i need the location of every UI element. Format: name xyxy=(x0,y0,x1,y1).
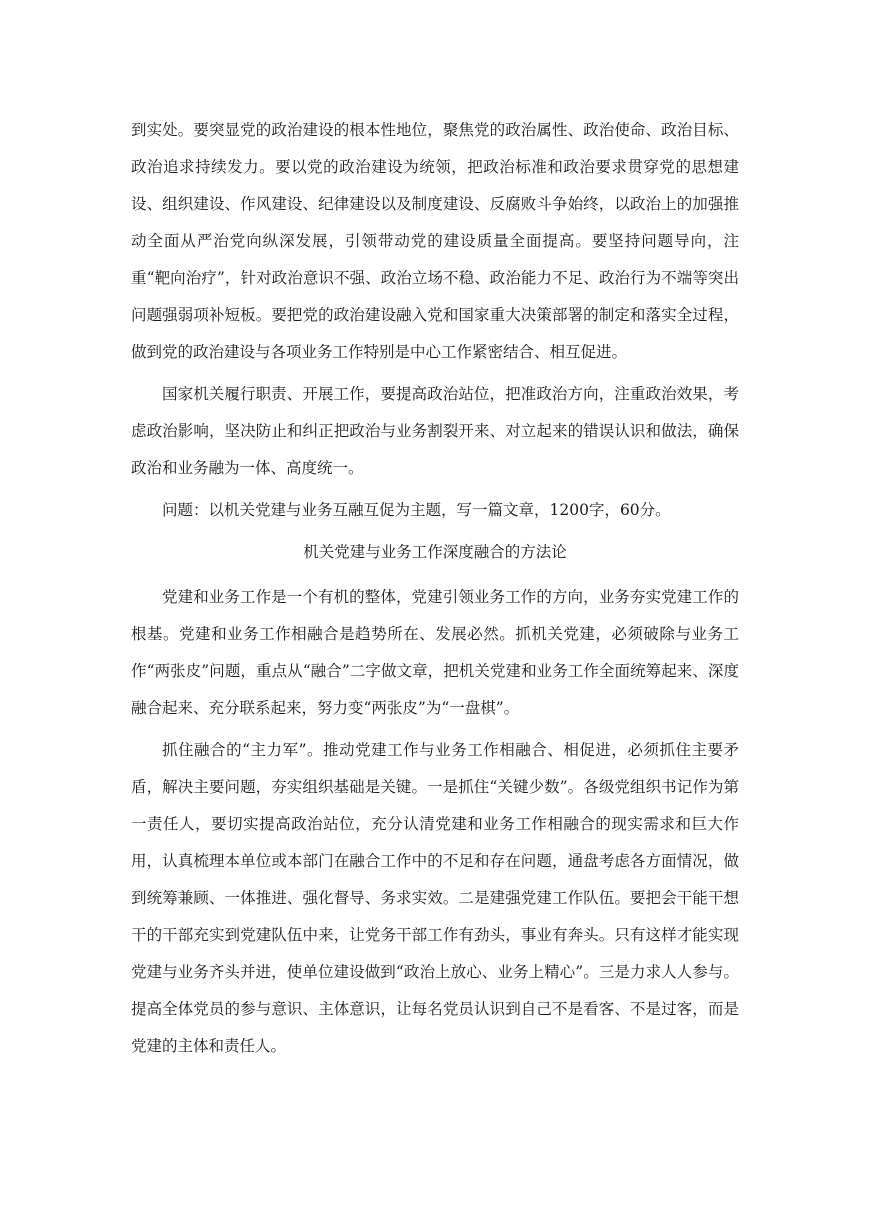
paragraph: 国家机关履行职责、开展工作，要提高政治站位，把准政治方向，注重政治效果，考虑政治影响，坚决防止和纠正把政治与业务割裂开来、对立起来的错误认识和做法，确保政治和业务融为一体、高度统一。 xyxy=(131,385,739,477)
paragraph: 党建和业务工作是一个有机的整体，党建引领业务工作的方向，业务夯实党建工作的根基。党建和业务工作相融合是趋势所在、发展必然。抓机关党建，必须破除与业务工作“两张皮”问题，重点从“融合”二字做文章，把机关党建和业务工作全面统筹起来、深度融合起来、充分联系起来，努力变“两张皮”为“一盘棋”。 xyxy=(131,588,739,717)
essay-title: 机关党建与业务工作深度融合的方法论 xyxy=(303,543,567,561)
question-paragraph: 问题：以机关党建与业务互融互促为主题，写一篇文章，1200字，60分。 xyxy=(162,501,671,519)
paragraph-continued: 到实处。要突显党的政治建设的根本性地位，聚焦党的政治属性、政治使命、政治目标、政治追求持续发力。要以党的政治建设为统领，把政治标准和政治要求贯穿党的思想建设、组织建设、作风建设、纪律建设以及制度建设、反腐败斗争始终，以政治上的加强推动全面从严治党向纵深发展，引领带动党的建设质量全面提高。要坚持问题导向，注重“靶向治疗”，针对政治意识不强、政治立场不稳、政治能力不足、政治行为不端等突出问题强弱项补短板。要把党的政治建设融入党和国家重大决策部署的制定和落实全过程，做到党的政治建设与各项业务工作特别是中心工作紧密结合、相互促进。 xyxy=(131,121,739,361)
paragraph: 抓住融合的“主力军”。推动党建工作与业务工作相融合、相促进，必须抓住主要矛盾，解决主要问题，夯实组织基础是关键。一是抓住“关键少数”。各级党组织书记作为第一责任人，要切实提高政治站位，充分认清党建和业务工作相融合的现实需求和巨大作用，认真梳理本单位或本部门在融合工作中的不足和存在问题，通盘考虑各方面情况，做到统筹兼顾、一体推进、强化督导、务求实效。二是建强党建工作队伍。要把会干能干想干的干部充实到党建队伍中来，让党务干部工作有劲头，事业有奔头。只有这样才能实现党建与业务齐头并进，使单位建设做到“政治上放心、业务上精心”。三是力求人人参与。提高全体党员的参与意识、主体意识，让每名党员认识到自己不是看客、不是过客，而是党建的主体和责任人。 xyxy=(131,741,739,1055)
document-body xyxy=(131,112,739,1070)
